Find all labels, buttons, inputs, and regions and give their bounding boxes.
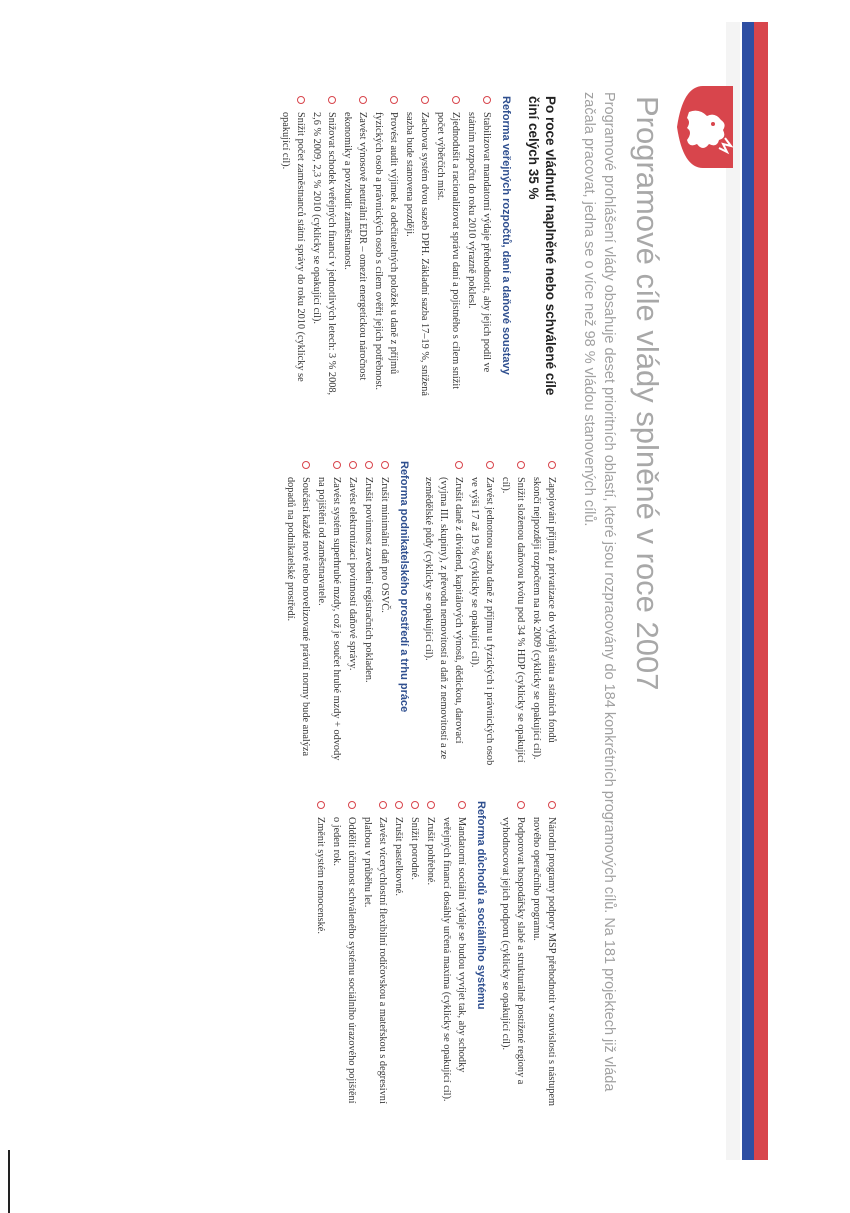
list-item: Zavést elektronizaci povinností daňové správy. bbox=[345, 461, 360, 766]
rotated-page bbox=[5, 22, 755, 1160]
list-item: Podporovat hospodářsky slabé a strukturálně postižené regiony a vyhodnocovat jejich podporu (cyklicky se opakující cíl). bbox=[498, 801, 528, 1111]
section-heading: Reforma podnikatelského prostředí a trhu práce bbox=[398, 461, 410, 713]
list-item: Zachovat systém dvou sazeb DPH. Základní sazba 17–19 %, snížená sazba bude stanovena později. bbox=[402, 96, 432, 396]
intro-paragraph: Programové prohlášení vlády obsahuje deset prioritních oblastí, které jsou rozpracovány do 184 konkrétních programových cílů. Na 181 projektech již vláda začala pracovat, jedna se o více než 98 % vládou stanovených cílů. bbox=[581, 92, 617, 1092]
bullet-list bbox=[278, 96, 494, 396]
list-item: Zrušit pastelkovné. bbox=[391, 801, 406, 1111]
section-heading: Reforma veřejných rozpočtů, daní a daňové soustavy bbox=[500, 96, 512, 375]
czech-lion-emblem-icon bbox=[675, 82, 737, 172]
bullet-list bbox=[283, 461, 392, 766]
column-1 bbox=[277, 96, 559, 396]
columns bbox=[19, 96, 559, 1126]
list-item: Zrušit povinnost zavedení registračních pokladen. bbox=[361, 461, 376, 766]
list-item: Oddělit účinnost schváleného systému sociálního úrazového pojištění o jeden rok. bbox=[329, 801, 359, 1111]
page-title: Programové cíle vlády splněné v roce 2007 bbox=[630, 96, 665, 691]
column-3 bbox=[312, 801, 559, 1111]
list-item: Stabilizovat mandatorní výdaje přehodnotit, aby jejich podíl ve státním rozpočtu do roku 2010 výrazně poklesl. bbox=[464, 96, 494, 396]
bullet-list bbox=[313, 801, 469, 1111]
list-item: Součástí každé nové nebo novelizované právní normy bude analýza dopadů na podnikatelské prostředí. bbox=[283, 461, 313, 766]
bullet-list bbox=[421, 461, 559, 766]
list-item: Provést audit výjimek a odečitatelných položek u daně z příjmů fyzických osob a právnických osob s cílem ověřit jejich potřebnost. bbox=[371, 96, 401, 396]
list-item: Mandatorní sociální výdaje se budou vyvíjet tak, aby schodky veřejných financí dosáhly určená maxima (cyklicky se opakující cíl). bbox=[439, 801, 469, 1111]
list-item: Zrušit pohřebné. bbox=[423, 801, 438, 1111]
lead-heading: Po roce vládnutí naplněné nebo schválené cíle činí celých 35 % bbox=[526, 96, 558, 396]
list-item: Zapojování příjmů z privatizace do výdajů státu a státních fondů skončí nejpozději rozpočtem na rok 2009 (cyklicky se opakující cíl). bbox=[529, 461, 559, 766]
list-item: Zavést systém superhrubé mzdy, což je součet hrubé mzdy + odvody na pojištění od zaměstnavatele. bbox=[314, 461, 344, 766]
list-item: Zjednodušit a racionalizovat správu daní a pojistného s cílem snížit počet výběrčích míst. bbox=[433, 96, 463, 396]
bullet-list bbox=[498, 801, 559, 1111]
list-item: Zavést výnosově neutrální EDR – omezit energetickou náročnost ekonomiky a povzbudit zaměstnanost. bbox=[340, 96, 370, 396]
list-item: Snížit složenou daňovou kvótu pod 34 % HDP (cyklicky se opakující cíl). bbox=[498, 461, 528, 766]
list-item: Zavést vícerychlostní flexibilní rodičovskou a mateřskou s degresivní platbou v průběhu let. bbox=[360, 801, 390, 1111]
list-item: Změnit systém nemocenské. bbox=[313, 801, 328, 1111]
flag-stripe-red bbox=[754, 22, 768, 1160]
list-item: Národní programy podpory MSP přehodnotit v souvislosti s nástupem nového operačního programu. bbox=[529, 801, 559, 1111]
list-item: Zavést jednotnou sazbu daně z příjmu u fyzických i právnických osob ve výši 17 až 19 % (cyklicky se opakující cíl). bbox=[467, 461, 497, 766]
list-item: Zrušit minimální daň pro OSVČ. bbox=[377, 461, 392, 766]
list-item: Snižovat schodek veřejných financí v jednotlivých letech: 3 % 2008, 2,6 % 2009, 2,3 % 2010 (cyklicky se opakující cíl). bbox=[309, 96, 339, 396]
section-heading: Reforma důchodů a sociálního systému bbox=[475, 801, 487, 1010]
list-item: Snížit počet zaměstnanců státní správy do roku 2010 (cyklicky se opakující cíl). bbox=[278, 96, 308, 396]
list-item: Snížit porodné. bbox=[407, 801, 422, 1111]
list-item: Zrušit daně z dividend, kapitálových výnosů, dědickou, darovací (vyjma III. skupiny), z převodu nemovitostí a daň z nemovitostí a ze zemědělské půdy (cyklicky se opakující cíl). bbox=[421, 461, 466, 766]
column-2 bbox=[282, 461, 559, 766]
